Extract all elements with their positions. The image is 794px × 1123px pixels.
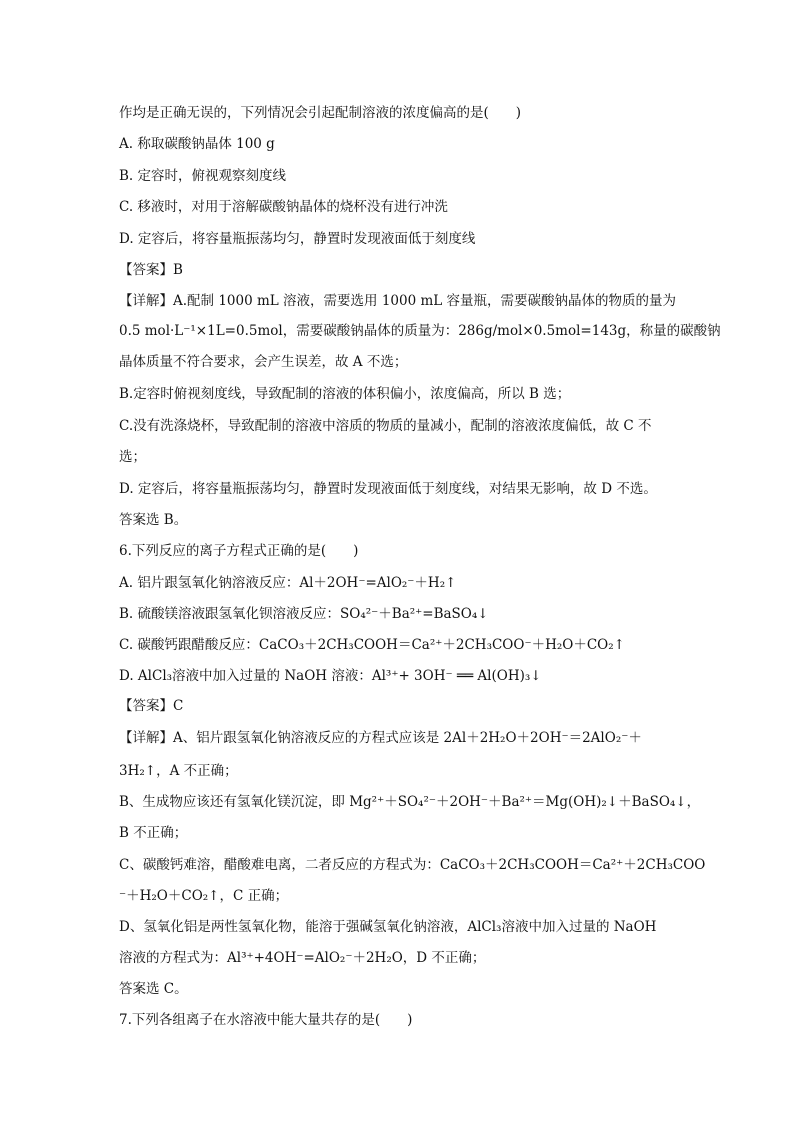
question-5-option-b: B. 定容时，俯视观察刻度线 bbox=[119, 168, 287, 184]
question-5-explanation-line: 晶体质量不符合要求，会产生误差，故 A 不选； bbox=[119, 354, 408, 370]
question-6-explanation-line: 3H₂↑，A 不正确； bbox=[119, 763, 238, 779]
question-6-answer: 【答案】C bbox=[119, 698, 184, 714]
question-6-explanation-line: C、碳酸钙难溶，醋酸难电离，二者反应的方程式为：CaCO₃＋2CH₃COOH＝Ca²⁺＋2CH₃COO bbox=[119, 857, 706, 873]
question-5-explanation-line: 【详解】A.配制 1000 mL 溶液，需要选用 1000 mL 容量瓶，需要碳酸钠晶体的物质的量为 bbox=[119, 293, 677, 309]
question-5-explanation-line: C.没有洗涤烧杯，导致配制的溶液中溶质的物质的量减小，配制的溶液浓度偏低，故 C 不 bbox=[119, 418, 652, 434]
question-5-explanation-line: D. 定容后，将容量瓶振荡均匀，静置时发现液面低于刻度线，对结果无影响，故 D 不选。 bbox=[119, 481, 657, 497]
question-5-option-d: D. 定容后，将容量瓶振荡均匀，静置时发现液面低于刻度线 bbox=[119, 231, 476, 247]
question-6-option-b: B. 硫酸镁溶液跟氢氧化钡溶液反应：SO₄²⁻＋Ba²⁺=BaSO₄↓ bbox=[119, 606, 489, 622]
question-5-final-answer: 答案选 B。 bbox=[119, 512, 188, 528]
question-6-explanation-line: B 不正确； bbox=[119, 825, 188, 841]
question-6-option-c: C. 碳酸钙跟醋酸反应：CaCO₃＋2CH₃COOH＝Ca²⁺＋2CH₃COO⁻＋H₂O＋CO₂↑ bbox=[119, 637, 625, 653]
question-6-option-a: A. 铝片跟氢氧化钠溶液反应：Al＋2OH⁻=AlO₂⁻＋H₂↑ bbox=[119, 575, 457, 591]
question-6-explanation-line: 【详解】A、铝片跟氢氧化钠溶液反应的方程式应该是 2Al＋2H₂O＋2OH⁻＝2AlO₂⁻＋ bbox=[119, 730, 642, 746]
question-6-explanation-line: ⁻＋H₂O＋CO₂↑，C 正确； bbox=[119, 888, 289, 904]
question-6-stem: 6.下列反应的离子方程式正确的是( ) bbox=[119, 543, 359, 559]
question-5-option-c: C. 移液时，对用于溶解碳酸钠晶体的烧杯没有进行冲洗 bbox=[119, 199, 448, 215]
question-5-stem-continued: 作均是正确无误的，下列情况会引起配制溶液的浓度偏高的是( ) bbox=[119, 105, 522, 121]
question-5-explanation-line: 选； bbox=[119, 449, 146, 465]
question-7-stem: 7.下列各组离子在水溶液中能大量共存的是( ) bbox=[119, 1012, 413, 1028]
question-6-explanation-line: B、生成物应该还有氢氧化镁沉淀，即 Mg²⁺＋SO₄²⁻＋2OH⁻＋Ba²⁺＝Mg(OH)₂↓＋BaSO₄↓， bbox=[119, 794, 701, 810]
question-5-option-a: A. 称取碳酸钠晶体 100 g bbox=[119, 136, 275, 152]
question-5-explanation-line: 0.5 mol·L⁻¹×1L=0.5mol，需要碳酸钠晶体的质量为：286g/mol×0.5mol=143g，称量的碳酸钠 bbox=[119, 323, 721, 339]
question-5-answer: 【答案】B bbox=[119, 262, 183, 278]
question-5-explanation-line: B.定容时俯视刻度线，导致配制的溶液的体积偏小，浓度偏高，所以 B 选； bbox=[119, 386, 571, 402]
question-6-option-d: D. AlCl₃溶液中加入过量的 NaOH 溶液：Al³⁺+ 3OH⁻ ══ Al(OH)₃↓ bbox=[119, 668, 542, 684]
question-6-explanation-line: D、氢氧化铝是两性氢氧化物，能溶于强碱氢氧化钠溶液，AlCl₃溶液中加入过量的 NaOH bbox=[119, 919, 657, 935]
question-6-explanation-line: 溶液的方程式为：Al³⁺+4OH⁻=AlO₂⁻＋2H₂O，D 不正确； bbox=[119, 950, 486, 966]
question-6-final-answer: 答案选 C。 bbox=[119, 981, 188, 997]
